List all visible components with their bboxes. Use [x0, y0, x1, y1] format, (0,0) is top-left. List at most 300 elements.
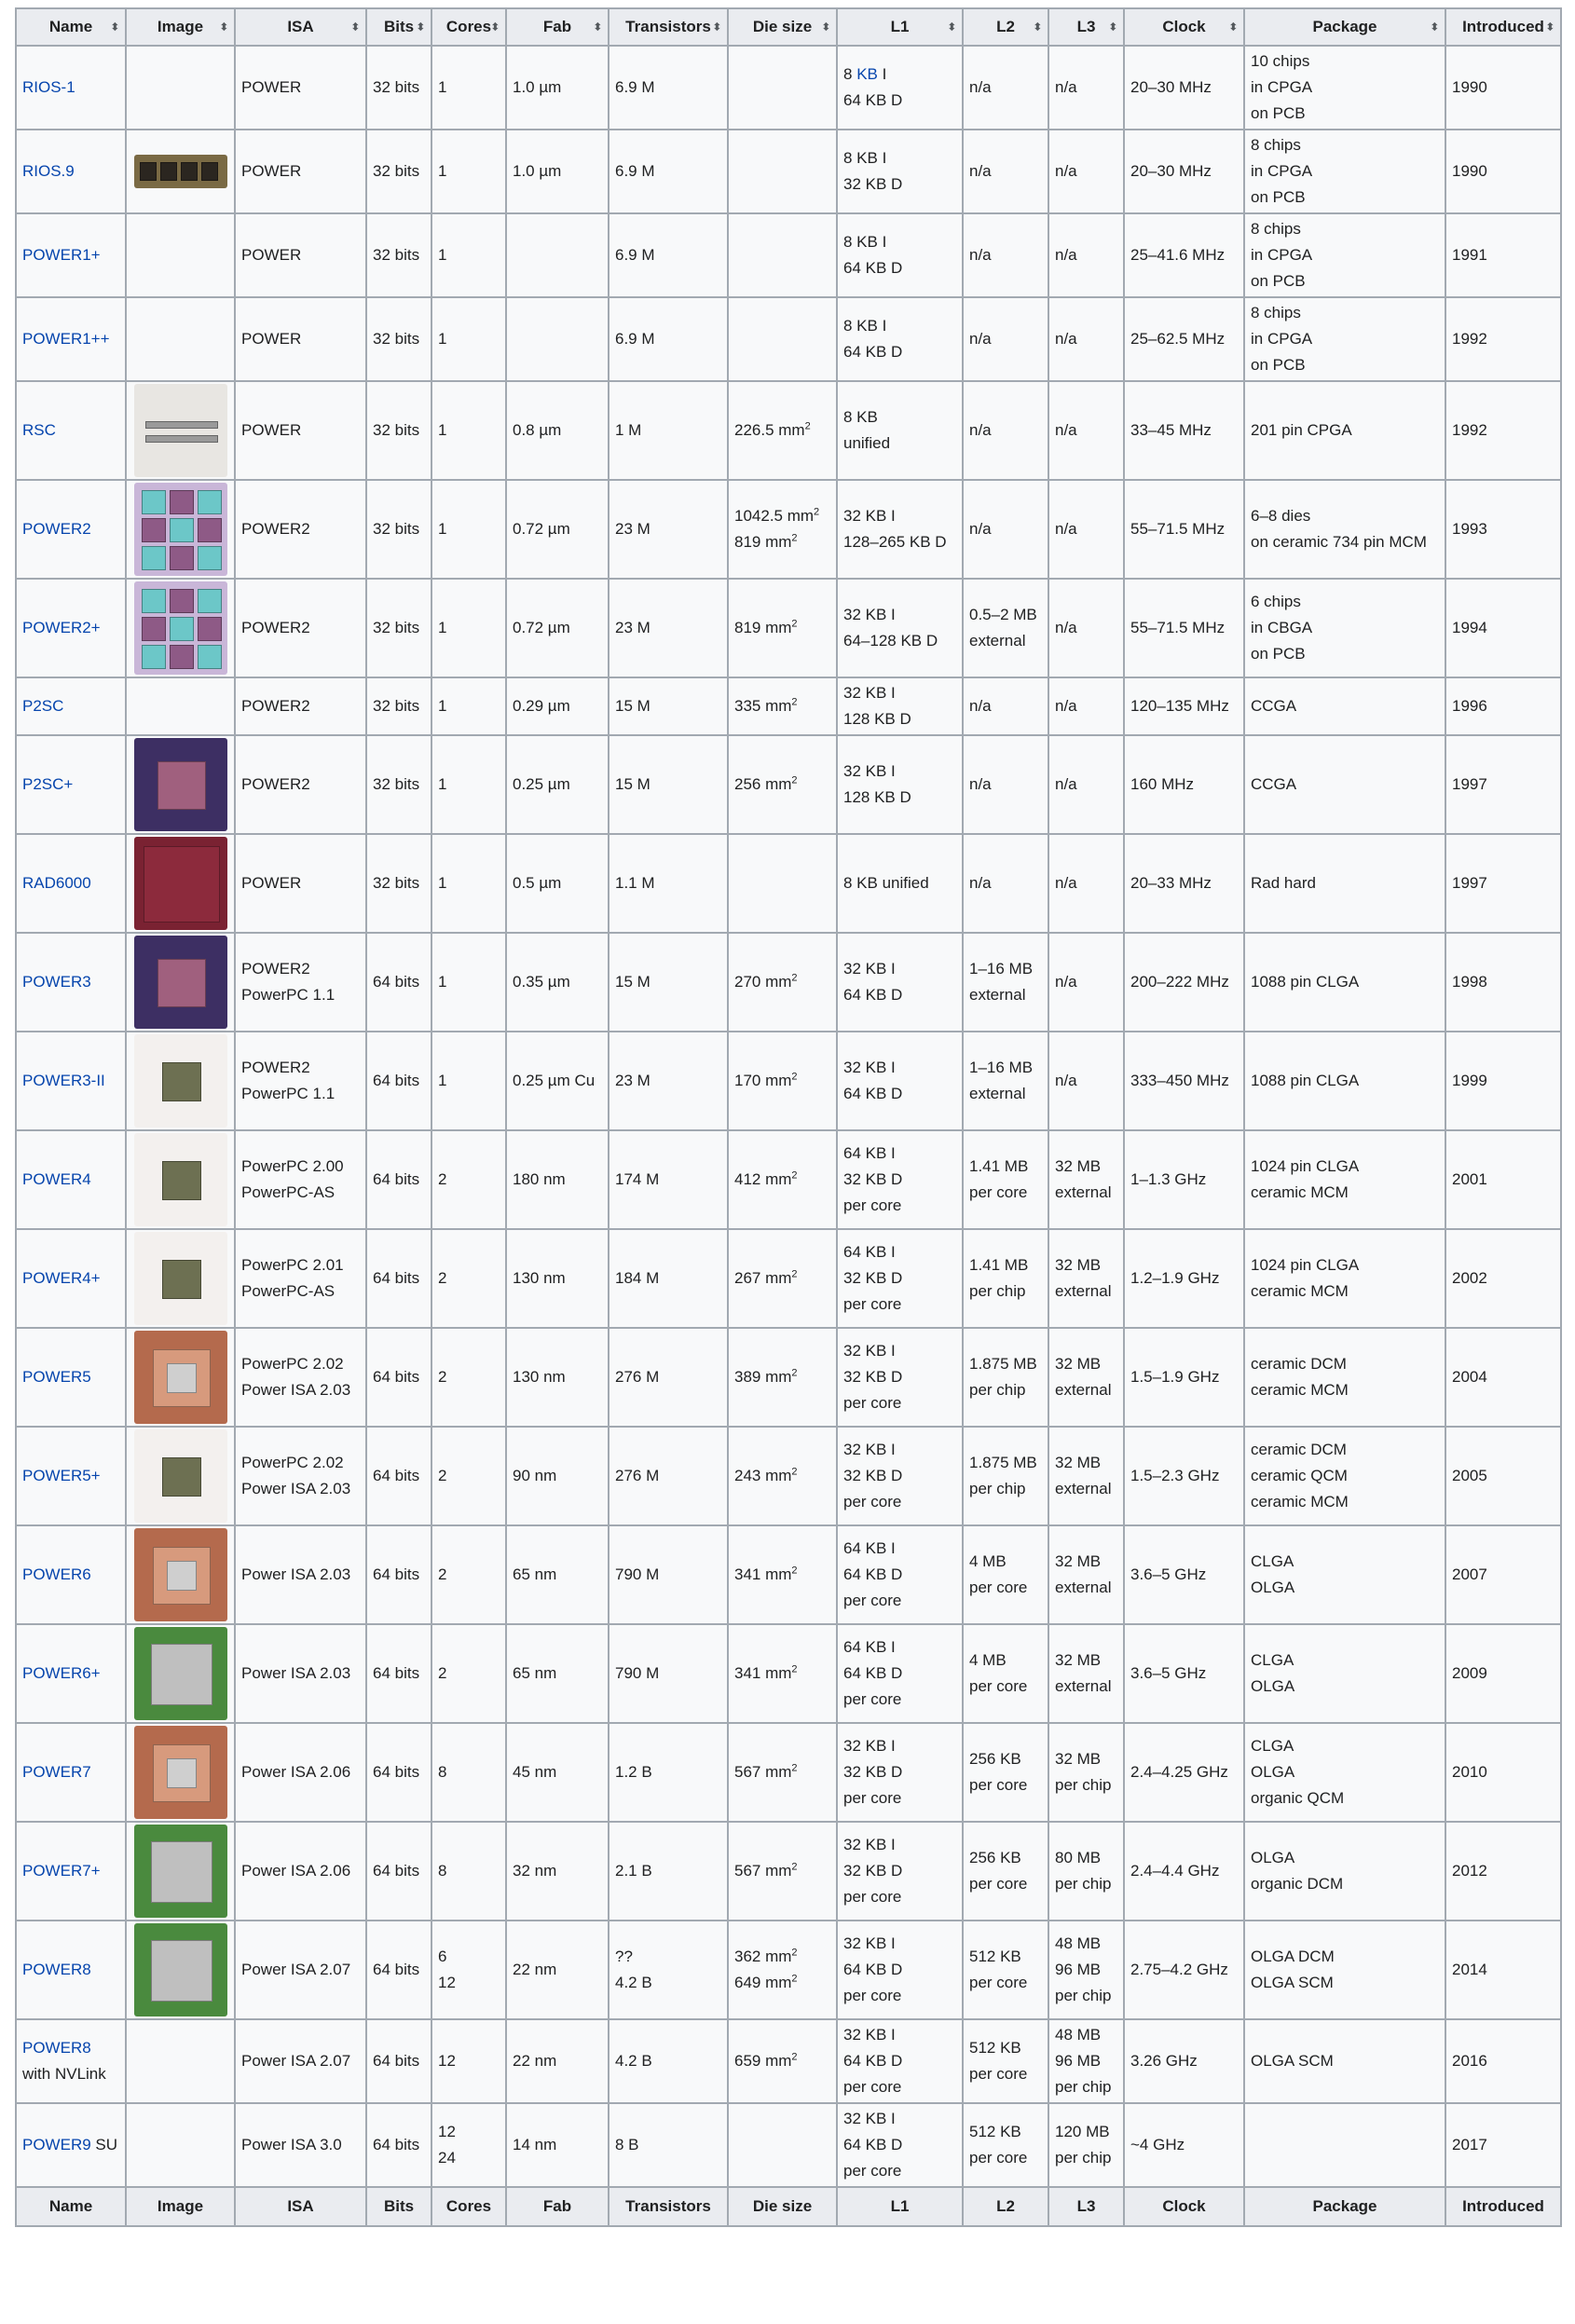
cell-l2 [963, 834, 1048, 933]
l3-line: n/a [1055, 775, 1077, 793]
transistors-line: 790 M [615, 1565, 660, 1583]
cell-clock: 20–33 MHz [1124, 834, 1244, 933]
processor-link[interactable]: POWER2+ [22, 619, 101, 636]
cell-transistors [609, 1822, 728, 1921]
cell-cores [431, 480, 506, 579]
die-size-value [734, 503, 830, 529]
processor-table-container [15, 7, 1560, 2227]
cell-l2 [963, 1328, 1048, 1427]
cell-die [728, 213, 837, 297]
cell-clock: 200–222 MHz [1124, 933, 1244, 1032]
cell-introduced: 2014 [1445, 1921, 1561, 2019]
superscript: 2 [814, 506, 820, 518]
column-header-label: Transistors [625, 18, 711, 35]
processor-link[interactable]: P2SC+ [22, 775, 74, 793]
cell-transistors [609, 46, 728, 130]
cell-fab: 32 nm [506, 1822, 609, 1921]
processor-link[interactable]: POWER8 [22, 2039, 91, 2057]
l3-line: per chip [1055, 1875, 1112, 1893]
package-line: 201 pin CPGA [1251, 421, 1352, 439]
cell-isa [235, 1229, 366, 1328]
cell-introduced: 1994 [1445, 579, 1561, 677]
cell-clock: 2.4–4.4 GHz [1124, 1822, 1244, 1921]
cell-l1 [837, 579, 963, 677]
kb-link[interactable]: KB [856, 65, 878, 83]
cell-l2 [963, 677, 1048, 735]
l2-line: n/a [969, 421, 992, 439]
l3-line: 32 MB [1055, 1355, 1102, 1373]
die-size-number: 226.5 mm [734, 421, 805, 439]
cell-die [728, 1624, 837, 1723]
cores-line: 2 [438, 1565, 447, 1583]
cell-clock: 333–450 MHz [1124, 1032, 1244, 1130]
cell-cores [431, 297, 506, 381]
l1-line: 32 KB I [843, 1342, 896, 1360]
sort-icon[interactable]: ⬍ [1033, 21, 1042, 34]
cores-line: 1 [438, 874, 447, 892]
column-header-l1[interactable] [837, 8, 963, 46]
cell-l1 [837, 46, 963, 130]
cores-line: 24 [438, 2149, 456, 2167]
cores-line: 1 [438, 1072, 447, 1089]
cell-isa [235, 381, 366, 480]
package-line: ceramic QCM [1251, 1467, 1348, 1484]
die-size-value [734, 1759, 830, 1785]
die-size-number: 567 mm [734, 1862, 792, 1880]
cores-line: 1 [438, 973, 447, 991]
cell-transistors [609, 735, 728, 834]
cell-name [16, 1130, 126, 1229]
l3-line: n/a [1055, 78, 1077, 96]
cores-line: 8 [438, 1763, 447, 1781]
table-row [16, 933, 1561, 1032]
cell-die [728, 1921, 837, 2019]
sort-icon[interactable]: ⬍ [712, 21, 721, 34]
l3-line: 32 MB [1055, 1157, 1102, 1175]
cell-l1 [837, 2103, 963, 2187]
transistors-line: 1 M [615, 421, 642, 439]
cell-bits: 32 bits [366, 46, 431, 130]
column-header-clock[interactable] [1124, 8, 1244, 46]
cell-transistors [609, 1130, 728, 1229]
processor-link[interactable]: P2SC [22, 697, 64, 715]
cell-l3 [1048, 1822, 1124, 1921]
sort-icon[interactable]: ⬍ [219, 21, 228, 34]
superscript: 2 [791, 1565, 798, 1577]
cell-fab: 180 nm [506, 1130, 609, 1229]
sort-icon[interactable]: ⬍ [1228, 21, 1238, 34]
cell-clock: 1.5–1.9 GHz [1124, 1328, 1244, 1427]
isa-line: PowerPC-AS [241, 1183, 336, 1201]
cell-die [728, 1723, 837, 1822]
transistors-line: 8 B [615, 2136, 639, 2153]
l1-line: 64 KB I [843, 1539, 896, 1557]
cell-die [728, 933, 837, 1032]
processor-link[interactable]: POWER4+ [22, 1269, 101, 1287]
table-row [16, 2103, 1561, 2187]
package-line: CCGA [1251, 697, 1297, 715]
processor-link[interactable]: POWER5+ [22, 1467, 101, 1484]
chip-image [134, 1133, 227, 1226]
sort-icon[interactable]: ⬍ [1430, 21, 1439, 34]
cell-isa [235, 579, 366, 677]
cell-transistors [609, 834, 728, 933]
cell-clock: 20–30 MHz [1124, 130, 1244, 213]
column-footer-l1: L1 [837, 2187, 963, 2226]
transistors-line: 6.9 M [615, 78, 655, 96]
column-header-cores[interactable] [431, 8, 506, 46]
cell-transistors [609, 2103, 728, 2187]
table-row [16, 480, 1561, 579]
cell-image [126, 1032, 235, 1130]
superscript: 2 [791, 1268, 798, 1280]
column-footer-cores: Cores [431, 2187, 506, 2226]
cores-line: 2 [438, 1170, 447, 1188]
processor-link[interactable]: POWER9 [22, 2136, 91, 2153]
cell-die [728, 46, 837, 130]
sort-icon[interactable]: ⬍ [490, 21, 500, 34]
l1-line: per core [843, 1295, 902, 1313]
processor-link[interactable]: POWER3-II [22, 1072, 105, 1089]
cell-isa [235, 1921, 366, 2019]
superscript: 2 [804, 420, 811, 432]
cell-name [16, 1525, 126, 1624]
column-header-label: Package [1312, 18, 1377, 35]
l2-line: per core [969, 1677, 1028, 1695]
isa-line: POWER [241, 330, 302, 348]
chip-image [134, 1331, 227, 1424]
die-size-value [734, 1661, 830, 1687]
l2-line: per core [969, 2065, 1028, 2083]
cores-line: 1 [438, 330, 447, 348]
column-header-isa[interactable] [235, 8, 366, 46]
sort-icon[interactable]: ⬍ [350, 21, 360, 34]
cell-package [1244, 1525, 1445, 1624]
sort-icon[interactable]: ⬍ [821, 21, 830, 34]
cell-bits: 64 bits [366, 1328, 431, 1427]
cell-bits: 32 bits [366, 297, 431, 381]
processor-link[interactable]: POWER4 [22, 1170, 91, 1188]
isa-line: Power ISA 2.07 [241, 1961, 351, 1978]
cell-name [16, 1822, 126, 1921]
cell-package [1244, 677, 1445, 735]
processor-link[interactable]: POWER6+ [22, 1664, 101, 1682]
die-size-value [734, 417, 830, 444]
column-header-introduced[interactable] [1445, 8, 1561, 46]
sort-icon[interactable]: ⬍ [110, 21, 119, 34]
processor-link[interactable]: POWER5 [22, 1368, 91, 1386]
column-header-transistors[interactable] [609, 8, 728, 46]
cell-l3 [1048, 1032, 1124, 1130]
cell-transistors [609, 1229, 728, 1328]
package-line: ceramic DCM [1251, 1441, 1347, 1458]
l1-line: 8 KB I [843, 149, 887, 167]
l2-line: per core [969, 1776, 1028, 1794]
superscript: 2 [791, 1973, 798, 1985]
column-header-label: L2 [996, 18, 1015, 35]
cell-name [16, 1229, 126, 1328]
cell-image [126, 1229, 235, 1328]
l1-line: 64 KB I [843, 1638, 896, 1656]
cell-l2 [963, 1032, 1048, 1130]
cell-l2 [963, 297, 1048, 381]
chip-image [134, 483, 227, 576]
cell-l1 [837, 1229, 963, 1328]
column-header-l2[interactable] [963, 8, 1048, 46]
processor-link[interactable]: POWER2 [22, 520, 91, 538]
die-size-value [734, 772, 830, 798]
l1-line: per core [843, 1394, 902, 1412]
table-row [16, 1032, 1561, 1130]
cores-line: 2 [438, 1664, 447, 1682]
l1-line: 32 KB I [843, 1441, 896, 1458]
l3-line: 32 MB [1055, 1552, 1102, 1570]
cell-package [1244, 933, 1445, 1032]
l2-line: 256 KB [969, 1750, 1021, 1768]
cell-transistors [609, 130, 728, 213]
cell-introduced: 2002 [1445, 1229, 1561, 1328]
cell-l1 [837, 1427, 963, 1525]
cell-l1 [837, 1130, 963, 1229]
package-line: ceramic MCM [1251, 1493, 1349, 1511]
processor-link[interactable]: RSC [22, 421, 56, 439]
l1-line: 8 KB I [843, 317, 887, 335]
cell-l1 [837, 2019, 963, 2103]
l1-line: 64 KB D [843, 343, 903, 361]
cell-l3 [1048, 1130, 1124, 1229]
processor-link[interactable]: RIOS-1 [22, 78, 75, 96]
cell-introduced: 2017 [1445, 2103, 1561, 2187]
transistors-line: 15 M [615, 973, 651, 991]
cell-l3 [1048, 1229, 1124, 1328]
cell-package [1244, 381, 1445, 480]
cell-fab: 130 nm [506, 1229, 609, 1328]
l2-line: n/a [969, 246, 992, 264]
l1-line: 64 KB D [843, 986, 903, 1004]
cell-name [16, 2103, 126, 2187]
l3-line: n/a [1055, 1072, 1077, 1089]
cores-line: 1 [438, 520, 447, 538]
cell-introduced: 1997 [1445, 834, 1561, 933]
l1-line: 64 KB D [843, 1961, 903, 1978]
processor-link[interactable]: POWER1++ [22, 330, 110, 348]
processor-link[interactable]: POWER6 [22, 1565, 91, 1583]
isa-line: POWER [241, 874, 302, 892]
column-header-bits[interactable] [366, 8, 431, 46]
l1-line: 8 KB [843, 408, 878, 426]
cell-die [728, 297, 837, 381]
l2-line: n/a [969, 162, 992, 180]
l1-line: per core [843, 1789, 902, 1807]
cell-clock: 1.5–2.3 GHz [1124, 1427, 1244, 1525]
l1-line: 32 KB D [843, 1763, 903, 1781]
l2-line: n/a [969, 697, 992, 715]
processor-link[interactable]: POWER7+ [22, 1862, 101, 1880]
processor-link[interactable]: POWER7 [22, 1763, 91, 1781]
sort-icon[interactable]: ⬍ [947, 21, 956, 34]
transistors-line: 2.1 B [615, 1862, 652, 1880]
cell-isa [235, 834, 366, 933]
l1-line: 32 KB D [843, 1170, 903, 1188]
l3-line: per chip [1055, 1776, 1112, 1794]
l3-line: external [1055, 1282, 1112, 1300]
column-header-fab[interactable] [506, 8, 609, 46]
cell-l3 [1048, 297, 1124, 381]
cell-bits: 64 bits [366, 1229, 431, 1328]
cell-l2 [963, 2019, 1048, 2103]
cell-die [728, 1427, 837, 1525]
isa-line: Power ISA 3.0 [241, 2136, 342, 2153]
l3-line: n/a [1055, 421, 1077, 439]
column-header-label: Die size [752, 18, 813, 35]
cell-introduced: 2016 [1445, 2019, 1561, 2103]
superscript: 2 [791, 532, 798, 544]
l1-line: 32 KB I [843, 960, 896, 977]
cell-package [1244, 297, 1445, 381]
superscript: 2 [791, 1466, 798, 1478]
cores-line: 2 [438, 1467, 447, 1484]
l3-line: external [1055, 1381, 1112, 1399]
package-line: OLGA SCM [1251, 1974, 1334, 1991]
cell-bits: 64 bits [366, 1921, 431, 2019]
superscript: 2 [791, 1861, 798, 1873]
transistors-line: 276 M [615, 1368, 660, 1386]
package-line: organic QCM [1251, 1789, 1345, 1807]
column-header-name[interactable] [16, 8, 126, 46]
cell-package [1244, 1130, 1445, 1229]
sort-icon[interactable]: ⬍ [1108, 21, 1117, 34]
cell-cores [431, 834, 506, 933]
chip-image [134, 936, 227, 1029]
cell-name [16, 2019, 126, 2103]
die-size-number: 335 mm [734, 697, 792, 715]
cell-transistors [609, 1525, 728, 1624]
cell-l2 [963, 1921, 1048, 2019]
cell-package [1244, 1229, 1445, 1328]
cell-fab: 0.25 µm [506, 735, 609, 834]
processor-link[interactable]: POWER1+ [22, 246, 101, 264]
cell-l2 [963, 735, 1048, 834]
cores-line: 12 [438, 1974, 456, 1991]
l1-line: 64 KB I [843, 1243, 896, 1261]
cell-l3 [1048, 2103, 1124, 2187]
cell-image [126, 130, 235, 213]
cell-fab: 0.5 µm [506, 834, 609, 933]
cell-l2 [963, 1624, 1048, 1723]
column-footer-introduced: Introduced [1445, 2187, 1561, 2226]
cell-l3 [1048, 213, 1124, 297]
cell-clock: 25–41.6 MHz [1124, 213, 1244, 297]
l1-line: 32 KB I [843, 1059, 896, 1076]
die-size-number: 659 mm [734, 2052, 792, 2070]
l3-line: n/a [1055, 697, 1077, 715]
column-header-label: Name [48, 18, 93, 35]
cell-introduced: 1990 [1445, 130, 1561, 213]
die-size-value [734, 1858, 830, 1884]
cell-clock: 20–30 MHz [1124, 46, 1244, 130]
die-size-number: 819 mm [734, 619, 792, 636]
cell-cores [431, 2019, 506, 2103]
package-line: Rad hard [1251, 874, 1316, 892]
l2-line: per chip [969, 1282, 1026, 1300]
transistors-line: 23 M [615, 1072, 651, 1089]
isa-line: PowerPC 1.1 [241, 1085, 336, 1102]
l1-line: 64–128 KB D [843, 632, 938, 649]
isa-line: Power ISA 2.03 [241, 1381, 351, 1399]
package-line: OLGA SCM [1251, 2052, 1334, 2070]
column-header-die[interactable] [728, 8, 837, 46]
cell-isa [235, 480, 366, 579]
cell-cores [431, 1921, 506, 2019]
cell-l1 [837, 1032, 963, 1130]
processor-link[interactable]: POWER3 [22, 973, 91, 991]
superscript: 2 [791, 1071, 798, 1083]
cell-package [1244, 130, 1445, 213]
cell-fab: 22 nm [506, 2019, 609, 2103]
cell-transistors [609, 1921, 728, 2019]
cell-clock: 2.75–4.2 GHz [1124, 1921, 1244, 2019]
l2-line: per core [969, 1875, 1028, 1893]
table-row [16, 1427, 1561, 1525]
l2-line: n/a [969, 775, 992, 793]
column-footer-l3: L3 [1048, 2187, 1124, 2226]
cell-clock: 3.6–5 GHz [1124, 1525, 1244, 1624]
isa-line: POWER2 [241, 1059, 310, 1076]
cell-l2 [963, 1723, 1048, 1822]
cell-fab: 0.72 µm [506, 480, 609, 579]
processor-link[interactable]: POWER8 [22, 1961, 91, 1978]
column-header-label: L3 [1076, 18, 1096, 35]
package-line: CLGA [1251, 1552, 1294, 1570]
l1-text: I [877, 65, 887, 83]
transistors-line: 184 M [615, 1269, 660, 1287]
l1-line: 8 KB unified [843, 874, 929, 892]
cell-package [1244, 735, 1445, 834]
sort-icon[interactable]: ⬍ [416, 21, 425, 34]
package-line: OLGA DCM [1251, 1948, 1335, 1965]
sort-icon[interactable]: ⬍ [593, 21, 602, 34]
l1-line: per core [843, 1987, 902, 2004]
processor-link[interactable]: RAD6000 [22, 874, 91, 892]
l1-line: 8 KB I [843, 233, 887, 251]
processor-link[interactable]: RIOS.9 [22, 162, 75, 180]
column-footer-bits: Bits [366, 2187, 431, 2226]
cell-name [16, 933, 126, 1032]
cell-introduced: 1998 [1445, 933, 1561, 1032]
cell-die [728, 2019, 837, 2103]
column-header-image[interactable] [126, 8, 235, 46]
l2-line: 0.5–2 MB [969, 606, 1037, 623]
cell-isa [235, 297, 366, 381]
column-header-label: L1 [890, 18, 910, 35]
sort-icon[interactable]: ⬍ [1545, 21, 1554, 34]
transistors-line: 6.9 M [615, 330, 655, 348]
die-size-number: 412 mm [734, 1170, 792, 1188]
cell-isa [235, 1427, 366, 1525]
superscript: 2 [791, 1762, 798, 1774]
cell-image [126, 1525, 235, 1624]
cell-introduced: 1992 [1445, 381, 1561, 480]
column-header-package[interactable] [1244, 8, 1445, 46]
column-header-l3[interactable] [1048, 8, 1124, 46]
l3-line: n/a [1055, 330, 1077, 348]
cell-l1 [837, 213, 963, 297]
table-row [16, 130, 1561, 213]
cell-transistors [609, 297, 728, 381]
table-row [16, 297, 1561, 381]
l1-line [843, 62, 956, 88]
cell-l3 [1048, 1328, 1124, 1427]
